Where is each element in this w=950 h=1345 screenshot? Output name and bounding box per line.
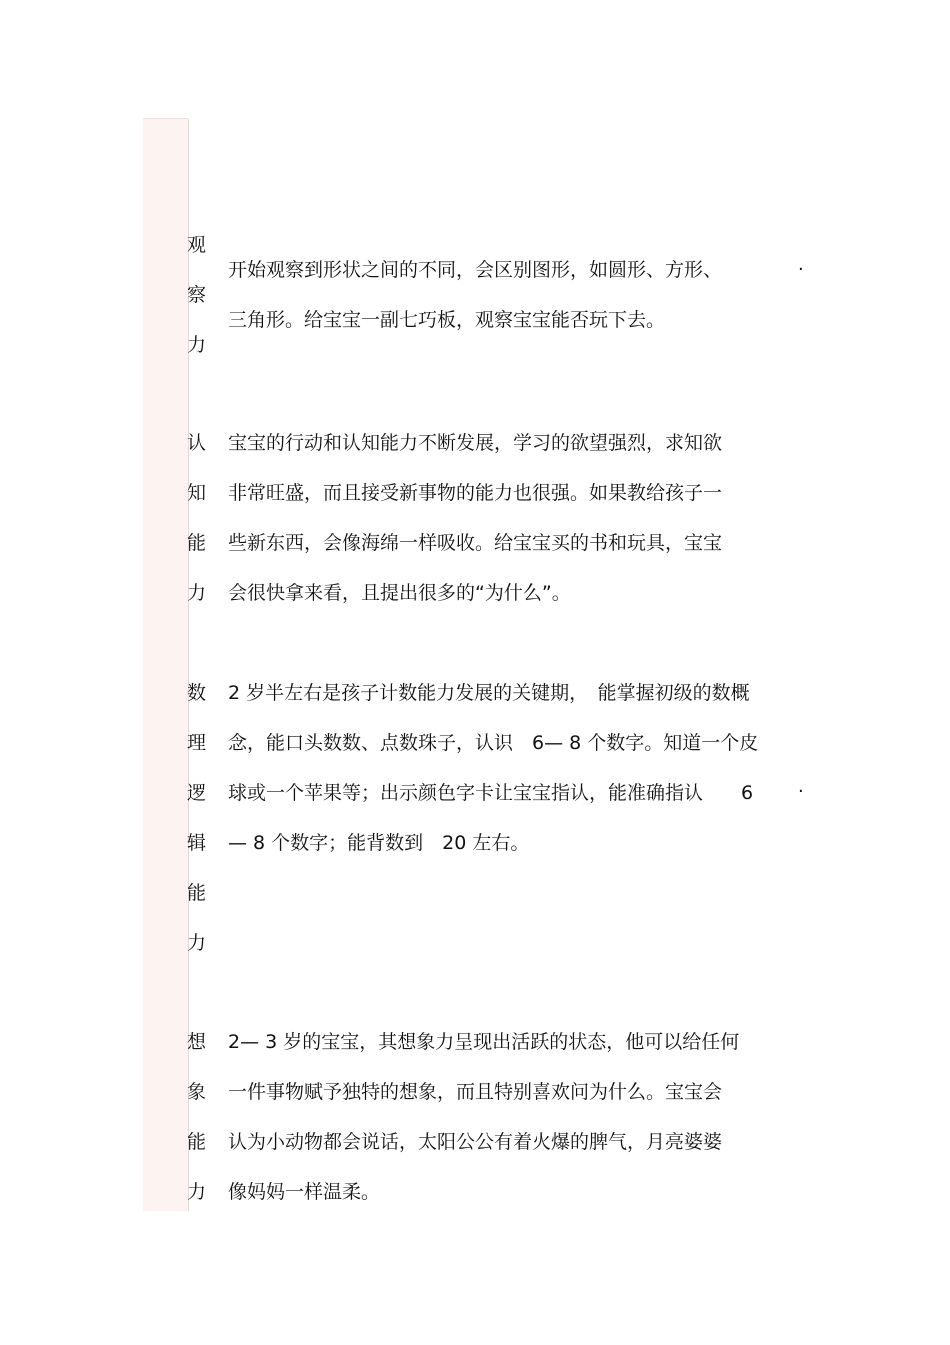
text-line: 些新东西，会像海绵一样吸收。给宝宝买的书和玩具，宝宝: [228, 532, 723, 554]
section-text-observation: [228, 245, 788, 345]
text-line: 会很快拿来看，且提出很多的“为什么”。: [228, 582, 571, 604]
margin-dot: ·: [798, 259, 804, 280]
margin-dot: ·: [798, 781, 804, 802]
label-char: 察: [187, 284, 207, 306]
text-line: 认为小动物都会说话，太阳公公有着火爆的脾气，月亮婆婆: [228, 1131, 723, 1153]
text-line: 非常旺盛，而且接受新事物的能力也很强。如果教给孩子一: [228, 482, 723, 504]
text-line: 球或一个苹果等；出示颜色字卡让宝宝指认，能准确指认 6: [228, 782, 754, 804]
section-text-imagination: [228, 1017, 788, 1217]
text-line: 一件事物赋予独特的想象，而且特别喜欢问为什么。宝宝会: [228, 1081, 723, 1103]
text-line: — 8 个数字；能背数到 20 左右。: [228, 832, 530, 854]
text-line: 开始观察到形状之间的不同，会区别图形，如圆形、方形、: [228, 259, 723, 281]
label-char: 理: [187, 732, 207, 754]
label-char: 辑: [187, 832, 207, 854]
text-line: 像妈妈一样温柔。: [228, 1181, 381, 1203]
section-label-logic: [187, 668, 217, 968]
text-line: 宝宝的行动和认知能力不断发展，学习的欲望强烈，求知欲: [228, 432, 723, 454]
label-char: 力: [187, 1181, 207, 1203]
section-label-imagination: [187, 1017, 217, 1217]
text-line: 2— 3 岁的宝宝，其想象力呈现出活跃的状态，他可以给任何: [228, 1031, 740, 1053]
label-char: 力: [187, 932, 207, 954]
label-char: 认: [187, 432, 207, 454]
label-char: 能: [187, 1131, 207, 1153]
label-char: 逻: [187, 782, 207, 804]
section-text-logic: [228, 668, 788, 868]
label-char: 数: [187, 682, 207, 704]
label-char: 观: [187, 234, 207, 256]
section-label-cognition: [187, 418, 217, 618]
label-char: 力: [187, 582, 207, 604]
label-char: 想: [187, 1031, 207, 1053]
section-text-cognition: [228, 418, 788, 618]
text-line: 2 岁半左右是孩子计数能力发展的关键期， 能掌握初级的数概: [228, 682, 750, 704]
label-char: 能: [187, 532, 207, 554]
text-line: 三角形。给宝宝一副七巧板，观察宝宝能否玩下去。: [228, 309, 666, 331]
label-char: 力: [187, 334, 207, 356]
label-char: 象: [187, 1081, 207, 1103]
text-line: 念，能口头数数、点数珠子，认识 6— 8 个数字。知道一个皮: [228, 732, 759, 754]
section-label-observation: [187, 220, 217, 370]
label-char: 能: [187, 882, 207, 904]
left-margin-band: [143, 119, 189, 1211]
label-char: 知: [187, 482, 207, 504]
